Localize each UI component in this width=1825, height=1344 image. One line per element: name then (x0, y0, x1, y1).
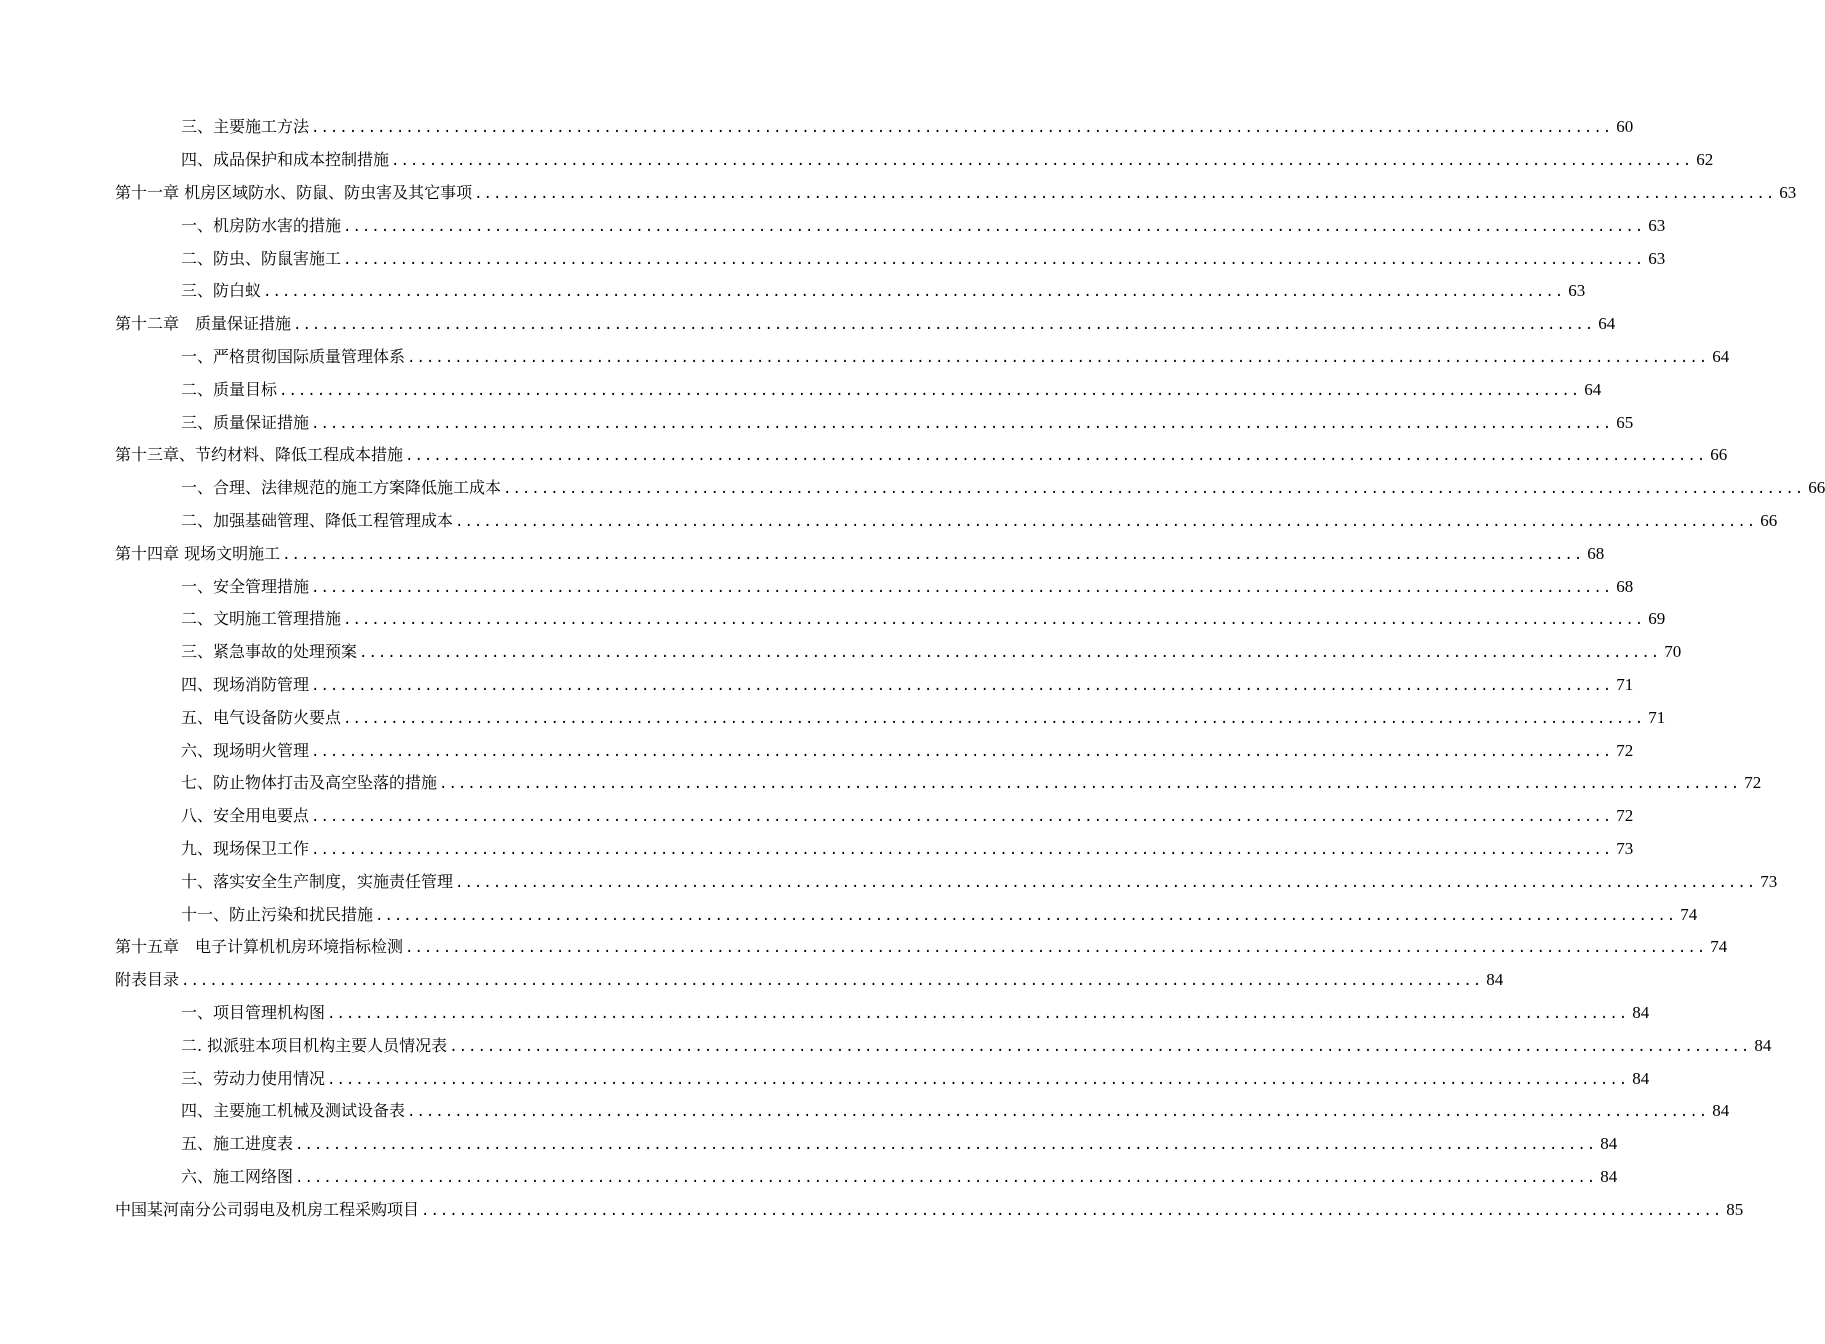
toc-page-number: 71 (1616, 674, 1634, 694)
toc-dot-leader: .......................................................................................................................................... (407, 349, 1709, 366)
toc-section-entry[interactable] (115, 603, 1666, 636)
toc-dot-leader: .......................................................................................................................................... (405, 448, 1707, 465)
toc-dot-leader: .......................................................................................................................................... (343, 251, 1645, 268)
toc-dot-leader: .......................................................................................................................................... (327, 1071, 1629, 1088)
toc-dot-leader: .......................................................................................................................................... (311, 743, 1613, 760)
toc-entry-title: 九、现场保卫工作 (181, 838, 310, 858)
toc-page-number: 63 (1779, 182, 1797, 202)
toc-section-entry[interactable] (115, 800, 1634, 833)
toc-section-entry[interactable] (115, 406, 1634, 439)
toc-section-entry[interactable] (115, 242, 1666, 275)
toc-entry-title: 附表目录 (115, 970, 180, 990)
toc-entry-title: 一、项目管理机构图 (181, 1002, 326, 1022)
toc-section-entry[interactable] (115, 505, 1778, 538)
toc-chapter-entry[interactable] (115, 439, 1728, 472)
toc-section-entry[interactable] (115, 275, 1586, 308)
toc-page-number: 71 (1648, 707, 1666, 727)
toc-section-entry[interactable] (115, 1095, 1730, 1128)
toc-entry-title: 二. 拟派驻本项目机构主要人员情况表 (181, 1035, 448, 1055)
toc-entry-title: 四、成品保护和成本控制措施 (181, 150, 390, 170)
toc-section-entry[interactable] (115, 570, 1634, 603)
toc-section-entry[interactable] (115, 472, 1825, 505)
toc-entry-title: 三、主要施工方法 (181, 117, 310, 137)
toc-page-number: 66 (1808, 478, 1825, 498)
toc-dot-leader: .......................................................................................................................................... (375, 907, 1677, 924)
toc-dot-leader: .......................................................................................................................................... (343, 612, 1645, 629)
toc-section-entry[interactable] (115, 669, 1634, 702)
toc-entry-title: 第十三章、节约材料、降低工程成本措施 (115, 445, 404, 465)
toc-section-entry[interactable] (115, 636, 1682, 669)
toc-page-number: 64 (1584, 379, 1602, 399)
toc-page-number: 63 (1648, 215, 1666, 235)
toc-entry-title: 第十四章 现场文明施工 (115, 543, 281, 563)
toc-page-number: 63 (1648, 248, 1666, 268)
toc-section-entry[interactable] (115, 701, 1666, 734)
toc-entry-title: 三、防白蚁 (181, 281, 262, 301)
toc-dot-leader: .......................................................................................................................................... (295, 1137, 1597, 1154)
toc-page-number: 84 (1712, 1101, 1730, 1121)
toc-page-number: 64 (1712, 346, 1730, 366)
toc-page-number: 68 (1616, 576, 1634, 596)
toc-entry-title: 一、机房防水害的措施 (181, 215, 342, 235)
toc-dot-leader: .......................................................................................................................................... (405, 940, 1707, 957)
toc-entry-title: 第十二章 质量保证措施 (115, 314, 292, 334)
toc-dot-leader: .......................................................................................................................................... (293, 317, 1595, 334)
toc-page-number: 84 (1600, 1166, 1618, 1186)
toc-dot-leader: .......................................................................................................................................... (359, 645, 1661, 662)
toc-page-number: 68 (1587, 543, 1605, 563)
toc-dot-leader: .......................................................................................................................................... (343, 710, 1645, 727)
toc-section-entry[interactable] (115, 111, 1634, 144)
toc-chapter-entry[interactable] (115, 1193, 1744, 1226)
toc-page-number: 84 (1754, 1035, 1772, 1055)
toc-entry-title: 二、文明施工管理措施 (181, 609, 342, 629)
toc-entry-title: 三、劳动力使用情况 (181, 1068, 326, 1088)
toc-page-number: 73 (1760, 871, 1778, 891)
toc-chapter-entry[interactable] (115, 931, 1728, 964)
toc-dot-leader: .......................................................................................................................................... (295, 1169, 1597, 1186)
toc-dot-leader: .......................................................................................................................................... (279, 382, 1581, 399)
toc-section-entry[interactable] (115, 1128, 1618, 1161)
toc-entry-title: 十、落实安全生产制度，实施责任管理 (181, 871, 454, 891)
toc-page-number: 70 (1664, 642, 1682, 662)
toc-page-number: 69 (1648, 609, 1666, 629)
toc-page-number: 84 (1632, 1068, 1650, 1088)
toc-entry-title: 一、安全管理措施 (181, 576, 310, 596)
toc-list (115, 111, 1825, 1226)
toc-entry-title: 二、质量目标 (181, 379, 278, 399)
toc-entry-title: 一、严格贯彻国际质量管理体系 (181, 346, 406, 366)
toc-section-entry[interactable] (115, 341, 1730, 374)
toc-page-number: 84 (1486, 970, 1504, 990)
toc-page-number: 60 (1616, 117, 1634, 137)
toc-dot-leader: .......................................................................................................................................... (439, 776, 1741, 793)
toc-section-entry[interactable] (115, 865, 1778, 898)
toc-page-number: 72 (1616, 740, 1634, 760)
toc-dot-leader: .......................................................................................................................................... (327, 1005, 1629, 1022)
toc-dot-leader: .......................................................................................................................................... (311, 809, 1613, 826)
toc-dot-leader: .......................................................................................................................................... (455, 874, 1757, 891)
toc-dot-leader: .......................................................................................................................................... (421, 1202, 1723, 1219)
toc-entry-title: 八、安全用电要点 (181, 806, 310, 826)
toc-dot-leader: .......................................................................................................................................... (311, 579, 1613, 596)
toc-page-number: 73 (1616, 838, 1634, 858)
toc-page-number: 74 (1710, 937, 1728, 957)
toc-chapter-entry[interactable] (115, 537, 1605, 570)
toc-page-number: 84 (1632, 1002, 1650, 1022)
toc-section-entry[interactable] (115, 898, 1698, 931)
toc-page-number: 66 (1710, 445, 1728, 465)
toc-entry-title: 四、主要施工机械及测试设备表 (181, 1101, 406, 1121)
toc-entry-title: 四、现场消防管理 (181, 674, 310, 694)
toc-dot-leader: .......................................................................................................................................... (311, 677, 1613, 694)
toc-page-number: 64 (1598, 314, 1616, 334)
toc-dot-leader: .......................................................................................................................................... (455, 513, 1757, 530)
toc-dot-leader: .......................................................................................................................................... (263, 284, 1565, 301)
toc-entry-title: 五、电气设备防火要点 (181, 707, 342, 727)
toc-dot-leader: .......................................................................................................................................... (181, 973, 1483, 990)
toc-section-entry[interactable] (115, 997, 1650, 1030)
toc-chapter-entry[interactable] (115, 177, 1797, 210)
toc-entry-title: 一、合理、法律规范的施工方案降低施工成本 (181, 478, 502, 498)
toc-dot-leader: .......................................................................................................................................... (503, 481, 1805, 498)
toc-dot-leader: .......................................................................................................................................... (407, 1104, 1709, 1121)
toc-entry-title: 十一、防止污染和扰民措施 (181, 904, 374, 924)
toc-entry-title: 中国某河南分公司弱电及机房工程采购项目 (115, 1199, 420, 1219)
toc-entry-title: 第十一章 机房区域防水、防鼠、防虫害及其它事项 (115, 182, 473, 202)
toc-page-number: 84 (1600, 1134, 1618, 1154)
toc-page-number: 72 (1744, 773, 1762, 793)
toc-section-entry[interactable] (115, 144, 1714, 177)
toc-entry-title: 六、现场明火管理 (181, 740, 310, 760)
toc-page-number: 63 (1568, 281, 1586, 301)
toc-dot-leader: .......................................................................................................................................... (474, 185, 1776, 202)
toc-entry-title: 二、防虫、防鼠害施工 (181, 248, 342, 268)
toc-dot-leader: .......................................................................................................................................... (311, 415, 1613, 432)
toc-section-entry[interactable] (115, 833, 1634, 866)
toc-entry-title: 第十五章 电子计算机机房环境指标检测 (115, 937, 404, 957)
toc-entry-title: 二、加强基础管理、降低工程管理成本 (181, 510, 454, 530)
toc-dot-leader: .......................................................................................................................................... (282, 546, 1584, 563)
toc-dot-leader: .......................................................................................................................................... (343, 218, 1645, 235)
toc-section-entry[interactable] (115, 209, 1666, 242)
toc-entry-title: 三、紧急事故的处理预案 (181, 642, 358, 662)
toc-chapter-entry[interactable] (115, 308, 1616, 341)
toc-page-number: 74 (1680, 904, 1698, 924)
toc-dot-leader: .......................................................................................................................................... (391, 153, 1693, 170)
toc-section-entry[interactable] (115, 1161, 1618, 1194)
toc-entry-title: 七、防止物体打击及高空坠落的措施 (181, 773, 438, 793)
table-of-contents (115, 111, 1825, 1226)
toc-section-entry[interactable] (115, 767, 1762, 800)
toc-dot-leader: .......................................................................................................................................... (311, 120, 1613, 137)
toc-entry-title: 五、施工进度表 (181, 1134, 294, 1154)
toc-page-number: 85 (1726, 1199, 1744, 1219)
toc-section-entry[interactable] (115, 1029, 1772, 1062)
toc-dot-leader: .......................................................................................................................................... (449, 1038, 1751, 1055)
toc-chapter-entry[interactable] (115, 964, 1504, 997)
toc-entry-title: 六、施工网络图 (181, 1166, 294, 1186)
toc-page-number: 62 (1696, 150, 1714, 170)
toc-section-entry[interactable] (115, 734, 1634, 767)
toc-page-number: 66 (1760, 510, 1778, 530)
toc-dot-leader: .......................................................................................................................................... (311, 841, 1613, 858)
toc-page-number: 72 (1616, 806, 1634, 826)
toc-section-entry[interactable] (115, 373, 1602, 406)
toc-page-number: 65 (1616, 412, 1634, 432)
toc-entry-title: 三、质量保证措施 (181, 412, 310, 432)
toc-section-entry[interactable] (115, 1062, 1650, 1095)
